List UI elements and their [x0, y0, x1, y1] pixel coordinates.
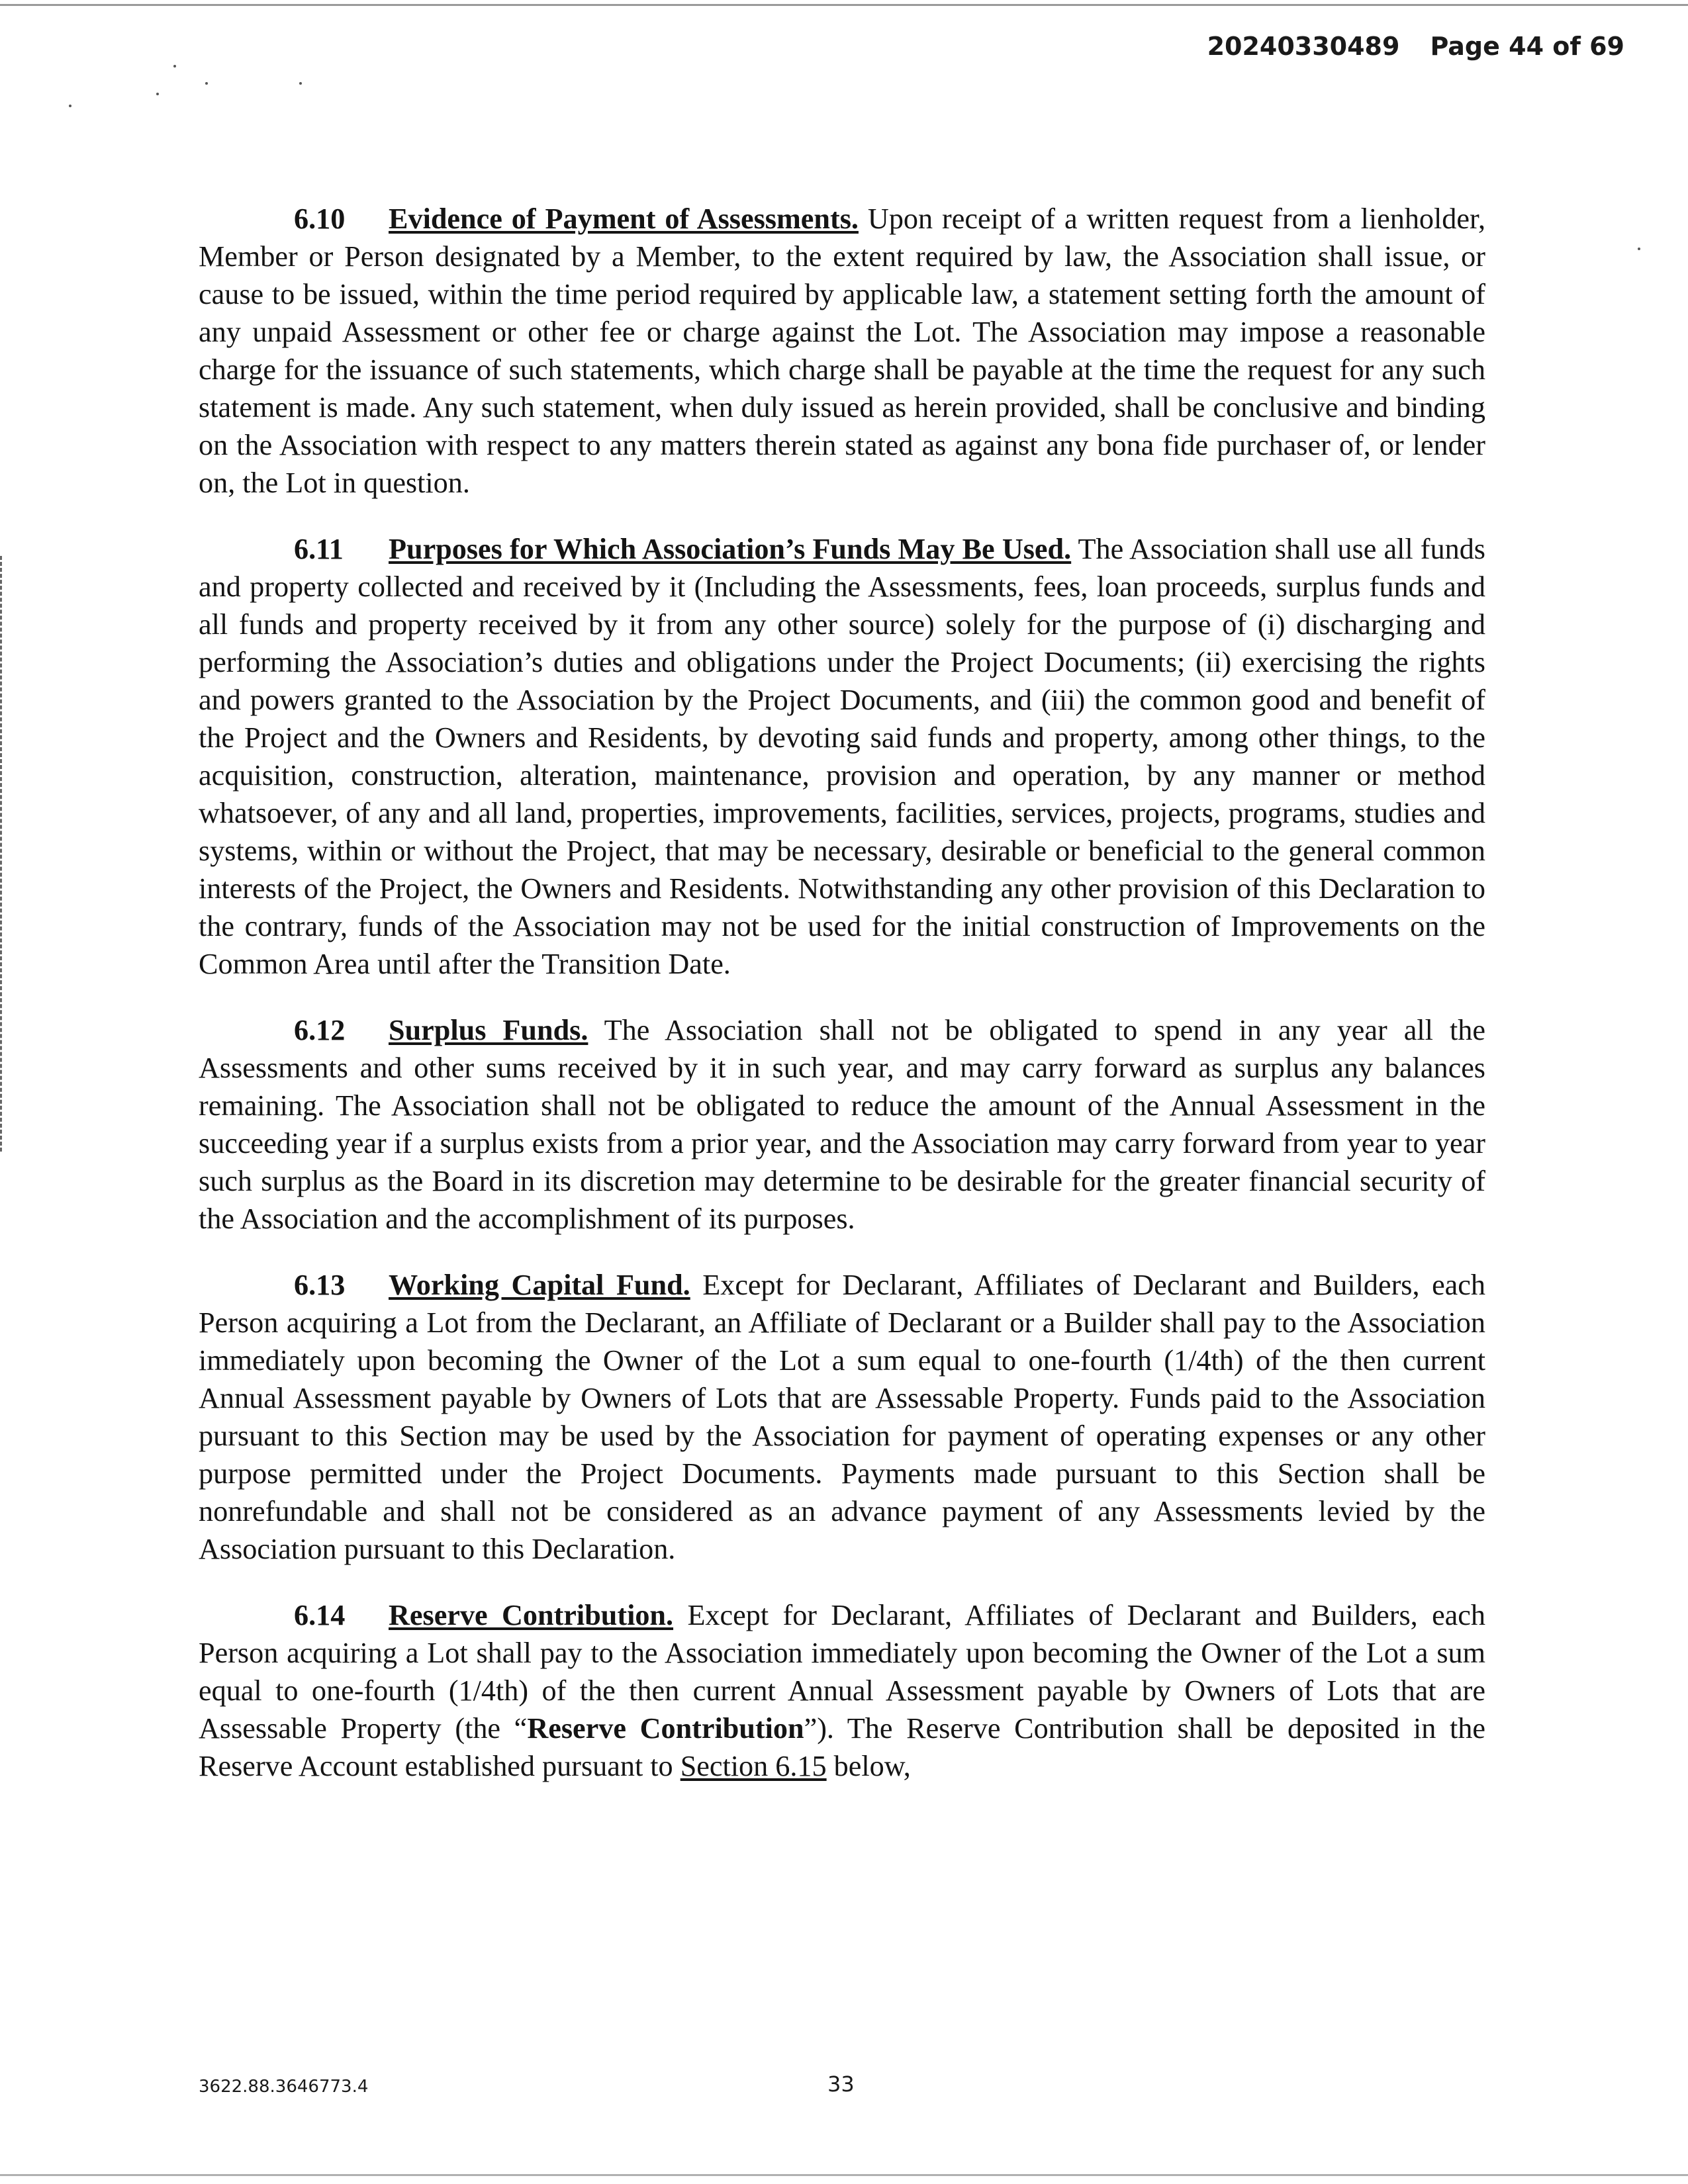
section-number: 6.12: [294, 1014, 346, 1046]
section-6-14: [199, 1596, 1485, 1785]
section-text-part: below,: [826, 1750, 911, 1782]
section-6-10: [199, 200, 1485, 502]
scan-speck: [69, 105, 71, 107]
recording-header: [1207, 32, 1624, 61]
recording-document-number: 20240330489: [1207, 32, 1400, 61]
section-text: Upon receipt of a written request from a lienholder, Member or Person designated by a Member, to the extent required by law, the Association shall issue, or cause to be issued, within the time period required by applicable law, a statement setting forth the amount of any unpaid Assessment or other fee or charge against the Lot. The Association may impose a reasonable charge for the issuance of such statements, which charge shall be payable at the time the request for any such statement is made. Any such statement, when duly issued as herein provided, shall be conclusive and binding on the Association with respect to any matters therein stated as against any bona fide purchaser of, or lender on, the Lot in question.: [199, 203, 1485, 499]
document-body: [199, 200, 1485, 1813]
top-scan-rule: [0, 4, 1688, 6]
section-text-part: Except for Declarant, Affiliates of Declarant and Builders, each Person acquiring a Lot shall pay to the Association immediately upon becoming the Owner of the Lot a sum equal to one-fourth (1/4th) of the then current Annual Assessment payable by Owners of Lots that are Assessable Property (the “: [199, 1599, 1486, 1745]
scan-speck: [156, 93, 159, 95]
bottom-scan-rule: [0, 2174, 1688, 2176]
section-title: Working Capital Fund.: [389, 1269, 690, 1301]
scan-speck: [173, 65, 176, 68]
section-title: Evidence of Payment of Assessments.: [389, 203, 859, 235]
section-6-11: [199, 530, 1485, 983]
section-text: Except for Declarant, Affiliates of Declarant and Builders, each Person acquiring a Lot from the Declarant, an Affiliate of Declarant or a Builder shall pay to the Association immediately upon becoming the Owner of the Lot a sum equal to one-fourth (1/4th) of the then current Annual Assessment payable by Owners of Lots that are Assessable Property. Funds paid to the Association pursuant to this Section may be used by the Association for payment of operating expenses or any other purpose permitted under the Project Documents. Payments made pursuant to this Section shall be nonrefundable and shall not be considered as an advance payment of any Assessments levied by the Association pursuant to this Declaration.: [199, 1269, 1485, 1565]
scan-speck: [299, 82, 302, 85]
section-number: 6.11: [294, 533, 344, 565]
section-reference: Section 6.15: [680, 1750, 827, 1782]
scan-speck: [1638, 248, 1640, 250]
section-text: The Association shall use all funds and property collected and received by it (Including the Assessments, fees, loan proceeds, surplus funds and all funds and property received by it from any other source) solely for the purpose of (i) discharging and performing the Association’s duties and obligations under the Project Documents; (ii) exercising the rights and powers granted to the Association by the Project Documents, and (iii) the common good and benefit of the Project and the Owners and Residents, by devoting said funds and property, among other things, to the acquisition, construction, alteration, maintenance, provision and operation, by any manner or method whatsoever, of any and all land, properties, improvements, facilities, services, projects, programs, studies and systems, within or without the Project, that may be necessary, desirable or beneficial to the general common interests of the Project, the Owners and Residents. Notwithstanding any other provision of this Declaration to the contrary, funds of the Association may not be used for the initial construction of Improvements on the Common Area until after the Transition Date.: [199, 533, 1485, 980]
scan-speck: [205, 82, 208, 85]
section-number: 6.14: [294, 1599, 346, 1631]
recording-page-count: Page 44 of 69: [1430, 32, 1624, 61]
section-6-13: [199, 1266, 1485, 1568]
left-scan-edge: [0, 556, 5, 1152]
section-title: Reserve Contribution.: [389, 1599, 674, 1631]
footer-document-id: 3622.88.3646773.4: [199, 2077, 369, 2097]
section-title: Surplus Funds.: [389, 1014, 588, 1046]
section-text: The Association shall not be obligated to spend in any year all the Assessments and other sums received by it in such year, and may carry forward as surplus any balances remaining. The Association shall not be obligated to reduce the amount of the Annual Assessment in the succeeding year if a surplus exists from a prior year, and the Association may carry forward from year to year such surplus as the Board in its discretion may determine to be desirable for the greater financial security of the Association and the accomplishment of its purposes.: [199, 1014, 1485, 1235]
section-6-12: [199, 1011, 1485, 1238]
footer-page-number: 33: [827, 2071, 855, 2097]
section-title: Purposes for Which Association’s Funds May Be Used.: [389, 533, 1072, 565]
section-number: 6.13: [294, 1269, 346, 1301]
section-number: 6.10: [294, 203, 346, 235]
defined-term: Reserve Contribution: [527, 1712, 804, 1745]
section-text-part: ”). The Reserve Contribution shall be deposited in the Reserve Account established pursuant to: [199, 1712, 1485, 1782]
